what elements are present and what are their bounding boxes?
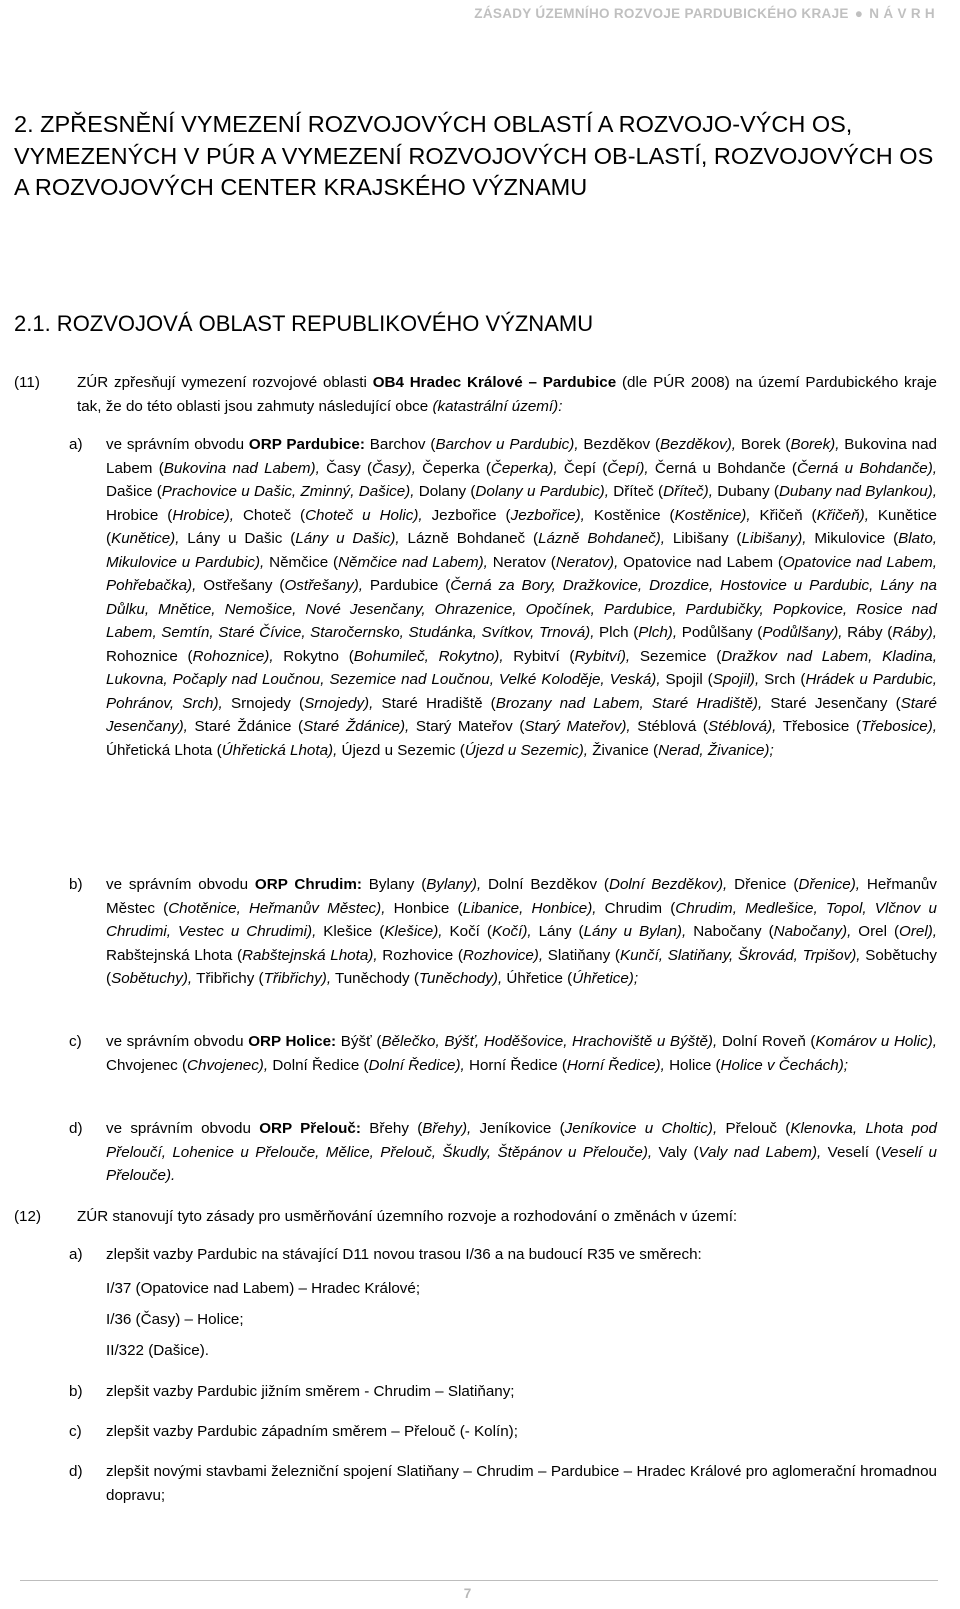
list-item-text: zlepšit vazby Pardubic jižním směrem - Chrudim – Slatiňany; — [106, 1383, 515, 1400]
paragraph-number: (12) — [14, 1208, 42, 1225]
header-title: ZÁSADY ÚZEMNÍHO ROZVOJE PARDUBICKÉHO KRAJE — [474, 6, 849, 21]
list-item-text: ve správním obvodu ORP Holice: Býšť (Bělečko, Býšť, Hoděšovice, Hrachoviště u Býště), Dolní Roveň (Komárov u Holic), Chvojenec (Chvojenec), Dolní Ředice (Dolní Ředice), Horní Ředice (Horní Ředice), Holice (Holice v Čechách); — [106, 1033, 938, 1074]
list-item-letter: c) — [69, 1423, 82, 1440]
list-item-text: ve správním obvodu ORP Pardubice: Barchov (Barchov u Pardubic), Bezděkov (Bezděkov), Borek (Borek), Bukovina nad Labem (Bukovina nad Labem), Časy (Časy), Čeperka (Čeperka), Čepí (Čepí), Černá u Bohdanče (Černá u Bohdanče), Dašice (Prachovice u Dašic, Zminný, Dašice), Dolany (Dolany u Pardubic), Dříteč (Dříteč), Dubany (Dubany nad Bylankou), Hrobice (Hrobice), Choteč (Choteč u Holic), Jezbořice (Jezbořice), Kostěnice (Kostěnice), Křičeň (Křičeň), Kunětice (Kunětice), Lány u Dašic (Lány u Dašic), Lázně Bohdaneč (Lázně Bohdaneč), Libišany (Libišany), Mikulovice (Blato, Mikulovice u Pardubic), Němčice (Němčice nad Labem), Neratov (Neratov), Opatovice nad Labem (Opatovice nad Labem, Pohřebačka), Ostřešany (Ostřešany), Pardubice (Černá za Bory, Dražkovice, Drozdice, Hostovice u Pardubic, Lány na Důlku, Mnětice, Nemošice, Nové Jesenčany, Ohrazenice, Opočínek, Pardubice, Pardubičky, Popkovice, Rosice nad Labem, Semtín, Staré Čívice, Staročernsko, Studánka, Svítkov, Trnová), Plch (Plch), Podůlšany (Podůlšany), Ráby (Ráby), Rohoznice (Rohoznice), Rokytno (Bohumileč, Rokytno), Rybitví (Rybitví), Sezemice (Dražkov nad Labem, Kladina, Lukovna, Počaply nad Loučnou, Sezemice nad Loučnou, Velké Koloděje, Veská), Spojil (Spojil), Srch (Hrádek u Pardubic, Pohránov, Srch), Srnojedy (Srnojedy), Staré Hradiště (Brozany nad Labem, Staré Hradiště), Staré Jesenčany (Staré Jesenčany), Staré Ždánice (Staré Ždánice), Starý Mateřov (Starý Mateřov), Stéblová (Stéblová), Třebosice (Třebosice), Úhřetická Lhota (Úhřetická Lhota), Újezd u Sezemic (Újezd u Sezemic), Živanice (Nerad, Živanice); — [106, 436, 938, 759]
header-stage: N Á V R H — [869, 6, 935, 21]
list-item-text: zlepšit vazby Pardubic západním směrem – Přelouč (- Kolín); — [106, 1423, 518, 1440]
paragraph-intro: ZÚR zpřesňují vymezení rozvojové oblasti OB4 Hradec Králové – Pardubice (dle PÚR 2008) na území Pardubického kraje tak, že do této oblasti jsou zahmuty následující obce (katastrální území): — [77, 374, 937, 415]
header-bullet: ● — [854, 6, 864, 21]
route-line: II/322 (Dašice). — [106, 1342, 209, 1359]
list-item-text: ve správním obvodu ORP Přelouč: Břehy (Břehy), Jeníkovice (Jeníkovice u Choltic), Přelouč (Klenovka, Lhota pod Přeloučí, Lohenice u Přelouče, Mělice, Přelouč, Škudly, Štěpánov u Přelouče), Valy (Valy nad Labem), Veselí (Veselí u Přelouče). — [106, 1120, 938, 1184]
list-item-letter: c) — [69, 1033, 82, 1050]
list-item-letter: d) — [69, 1120, 83, 1137]
running-header — [0, 6, 935, 21]
route-line: I/37 (Opatovice nad Labem) – Hradec Králové; — [106, 1280, 421, 1297]
paragraph-intro: ZÚR stanovují tyto zásady pro usměrňování územního rozvoje a rozhodování o změnách v území: — [77, 1208, 738, 1225]
list-item-text: zlepšit vazby Pardubic na stávající D11 novou trasou I/36 a na budoucí R35 ve směrech: — [106, 1246, 702, 1263]
route-line: I/36 (Časy) – Holice; — [106, 1311, 244, 1328]
page-number: 7 — [463, 1586, 472, 1601]
list-item-letter: b) — [69, 876, 83, 893]
chapter-title: 2. ZPŘESNĚNÍ VYMEZENÍ ROZVOJOVÝCH OBLASTÍ A ROZVOJO-VÝCH OS, VYMEZENÝCH V PÚR A VYMEZENÍ ROZVOJOVÝCH OB-LASTÍ, ROZVOJOVÝCH OS A ROZVOJOVÝCH CENTER KRAJSKÉHO VÝZNAMU — [14, 111, 934, 200]
footer-divider — [20, 1580, 938, 1581]
list-item-letter: b) — [69, 1383, 83, 1400]
list-item-text: ve správním obvodu ORP Chrudim: Bylany (Bylany), Dolní Bezděkov (Dolní Bezděkov), Dřenice (Dřenice), Heřmanův Městec (Chotěnice, Heřmanův Městec), Honbice (Libanice, Honbice), Chrudim (Chrudim, Medlešice, Topol, Vlčnov u Chrudimi, Vestec u Chrudimi), Klešice (Klešice), Kočí (Kočí), Lány (Lány u Bylan), Nabočany (Nabočany), Orel (Orel), Rabštejnská Lhota (Rabštejnská Lhota), Rozhovice (Rozhovice), Slatiňany (Kunčí, Slatiňany, Škrovád, Trpišov), Sobětuchy (Sobětuchy), Třibřichy (Třibřichy), Tuněchody (Tuněchody), Úhřetice (Úhřetice); — [106, 876, 938, 987]
list-item-letter: a) — [69, 1246, 83, 1263]
section-title: 2.1. ROZVOJOVÁ OBLAST REPUBLIKOVÉHO VÝZNAMU — [14, 311, 594, 336]
list-item-letter: a) — [69, 436, 83, 453]
list-item-text: zlepšit novými stavbami železniční spojení Slatiňany – Chrudim – Pardubice – Hradec Králové pro aglomerační hromadnou dopravu; — [106, 1463, 937, 1504]
paragraph-number: (11) — [14, 374, 40, 391]
list-item-letter: d) — [69, 1463, 83, 1480]
